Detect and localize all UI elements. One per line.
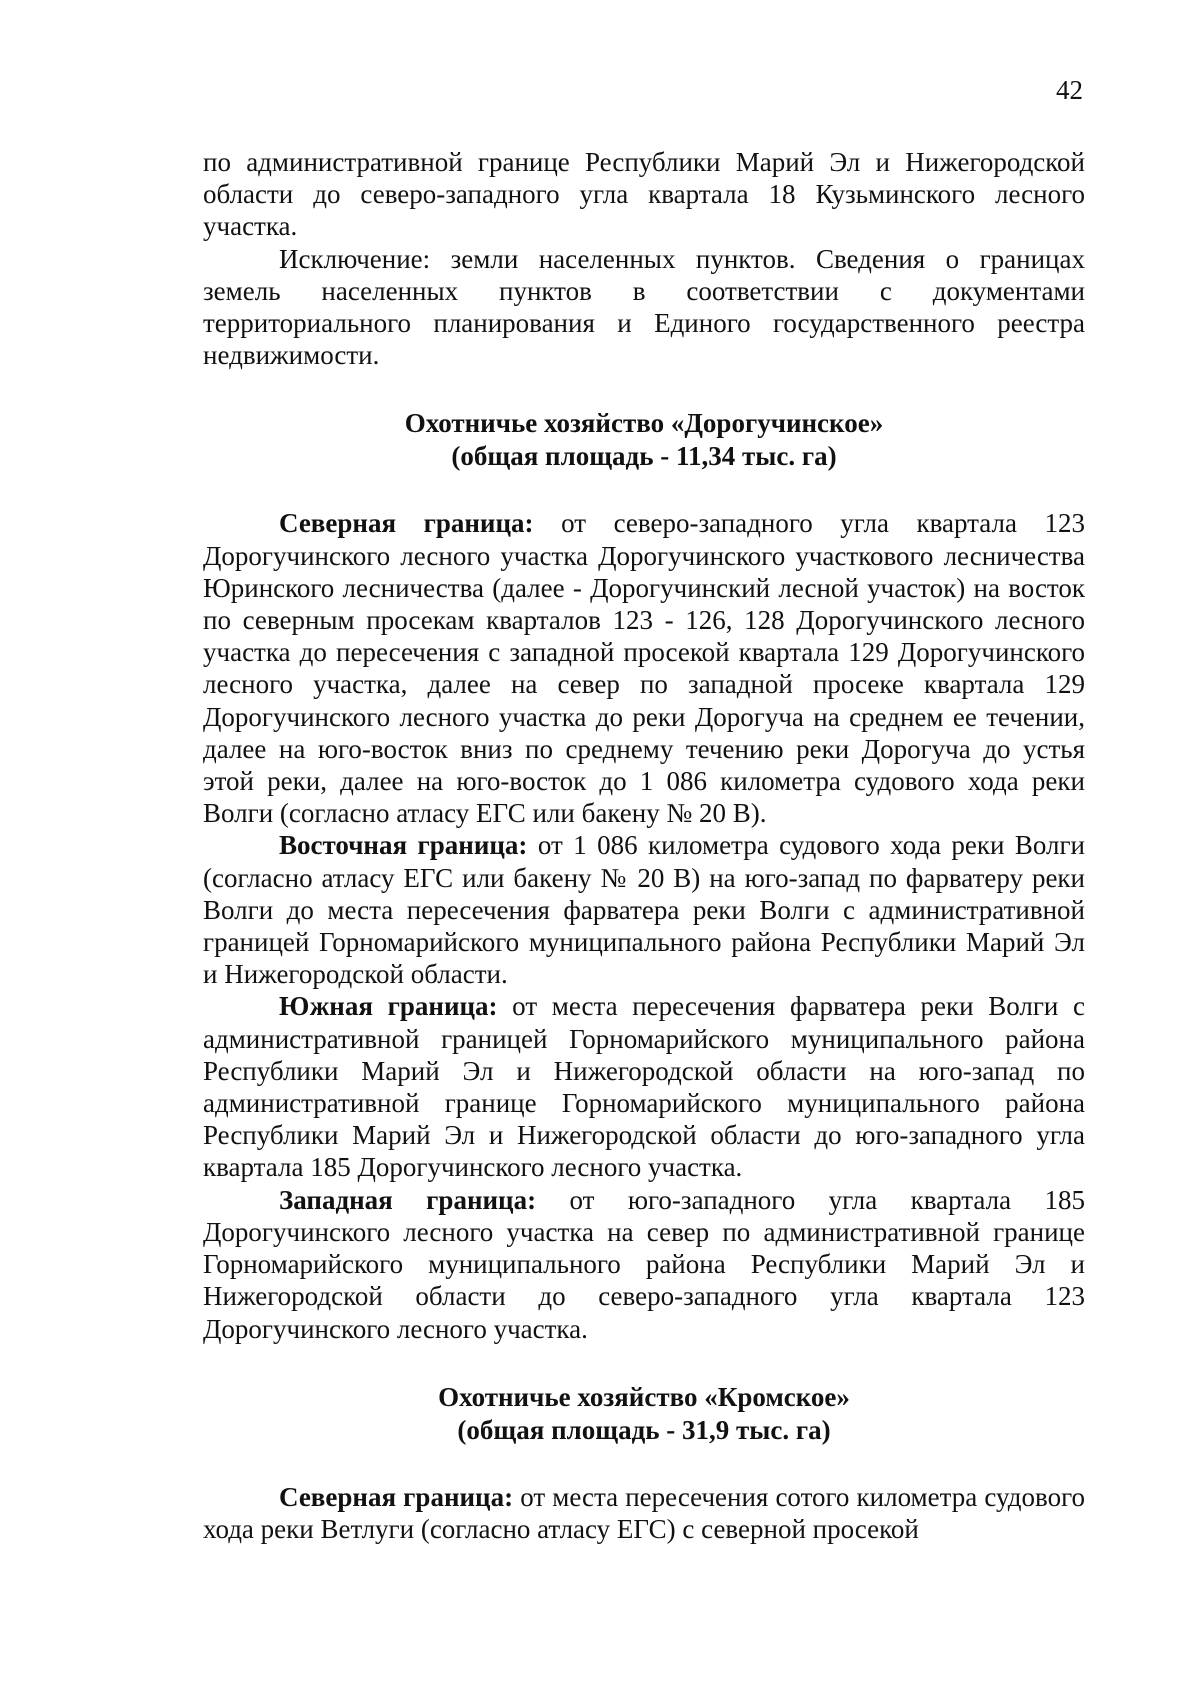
document-body <box>203 146 1085 1545</box>
page-number: 42 <box>1056 75 1083 105</box>
north-boundary-paragraph <box>203 507 1085 829</box>
south-boundary-paragraph <box>203 990 1085 1183</box>
continuation-paragraph: по административной границе Республики Марий Эл и Нижегородской области до северо-западного угла квартала 18 Кузьминского лесного участка. <box>203 147 1085 242</box>
section-title: Охотничье хозяйство «Дорогучинское» <box>404 408 884 439</box>
east-boundary-text: от 1 086 километра судового хода реки Волги (согласно атласу ЕГС или бакену № 20 В) на юго-запад по фарватеру реки Волги до места пересечения фарватера реки Волги с административной границей Горномарийского муниципального района Республики Марий Эл и Нижегородской области. <box>203 830 1086 990</box>
section-heading-kromskoe <box>203 1381 1085 1447</box>
north-boundary-label: Северная граница: <box>279 1481 514 1512</box>
section-area: (общая площадь - 31,9 тыс. га) <box>457 1414 831 1445</box>
north-boundary-text: от места пересечения сотого километра судового хода реки Ветлуги (согласно атласу ЕГС) с северной просекой <box>203 1481 1085 1544</box>
east-boundary-label: Восточная граница: <box>279 830 528 861</box>
south-boundary-label: Южная граница: <box>279 991 498 1022</box>
north-boundary-text: от северо-западного угла квартала 123 Дорогучинского лесного участка Дорогучинского участкового лесничества Юринского лесничества (далее - Дорогучинский лесной участок) на восток по северным просекам кварталов 123 - 126, 128 Дорогучинского лесного участка до пересечения с западной просекой квартала 129 Дорогучинского лесного участка, далее на север по западной просеке квартала 129 Дорогучинского лесного участка до реки Дорогуча на среднем ее течении, далее на юго-восток вниз по среднему течению реки Дорогуча до устья этой реки, далее на юго-восток до 1 086 километра судового хода реки Волги (согласно атласу ЕГС или бакену № 20 В). <box>203 508 1085 829</box>
exception-paragraph: Исключение: земли населенных пунктов. Сведения о границах земель населенных пунктов в соответствии с документами территориального планирования и Единого государственного реестра недвижимости. <box>203 243 1085 371</box>
section-area: (общая площадь - 11,34 тыс. га) <box>451 441 837 472</box>
section-title: Охотничье хозяйство «Кромское» <box>438 1381 850 1412</box>
west-boundary-paragraph <box>203 1184 1085 1345</box>
north-boundary-label: Северная граница: <box>279 508 534 539</box>
west-boundary-label: Западная граница: <box>279 1184 537 1215</box>
west-boundary-text: от юго-западного угла квартала 185 Дорогучинского лесного участка на север по административной границе Горномарийского муниципального района Республики Марий Эл и Нижегородской области до северо-западного угла квартала 123 Дорогучинского лесного участка. <box>203 1184 1085 1344</box>
north-boundary-paragraph <box>203 1481 1085 1545</box>
section-heading-doroguchinskoe <box>203 407 1085 473</box>
south-boundary-text: от места пересечения фарватера реки Волги с административной границей Горномарийского муниципального района Республики Марий Эл и Нижегородской области на юго-запад по административной границе Горномарийского муниципального района Республики Марий Эл и Нижегородской области до юго-западного угла квартала 185 Дорогучинского лесного участка. <box>203 991 1085 1183</box>
east-boundary-paragraph <box>203 829 1085 990</box>
